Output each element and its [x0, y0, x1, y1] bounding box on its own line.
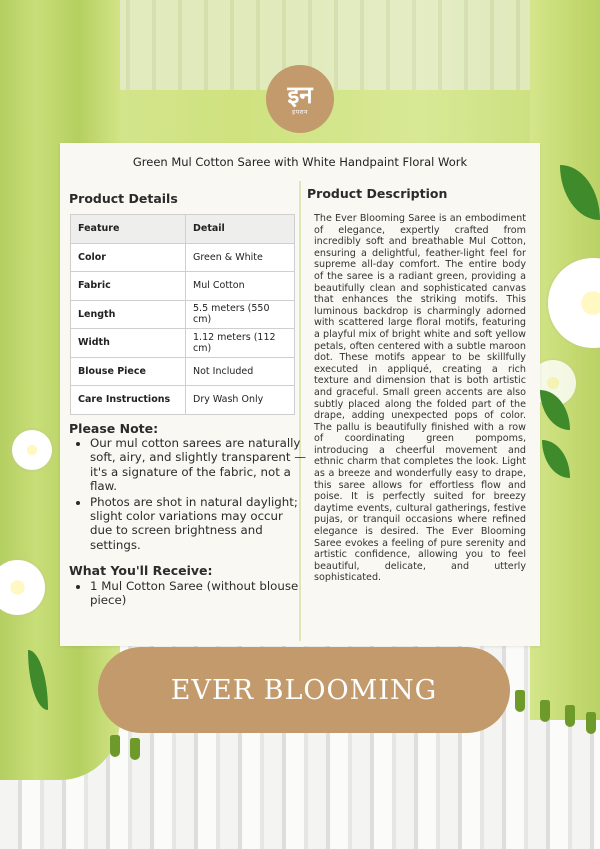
feature-cell: Blouse Piece: [71, 357, 186, 386]
logo-text: इपरान: [292, 108, 308, 116]
table-row: [71, 243, 295, 272]
list-item: • Our mul cotton sarees are naturally soft, airy, and slightly transparent — it's a signature of the fabric, not a flaw.: [90, 436, 308, 494]
feature-cell: Length: [71, 300, 186, 329]
brand-logo: [266, 65, 334, 133]
saree-drape-right: [530, 0, 600, 720]
list-item: • Photos are shot in natural daylight; slight color variations may occur due to screen brightness and settings.: [90, 495, 308, 553]
receive-list: [70, 579, 308, 608]
collection-banner: [98, 647, 510, 733]
table-row: [71, 300, 295, 329]
column-divider: [299, 181, 301, 641]
product-card: [60, 143, 540, 646]
table-row: [71, 357, 295, 386]
description-text: The Ever Blooming Saree is an embodiment of elegance, expertly crafted from incredibly soft and breathable Mul Cotton, ensuring a delightful, feather-light feel for supreme all-day comfort. The entire body of the saree is a radiant green, providing a beautifully clean and sophisticated canvas that enhances the striking motifs. This luminous backdrop is charmingly adorned with scattered large floral motifs, featuring a playful mix of bright white and soft yellow petals, often centered with a subtle maroon dot. These motifs appear to be skillfully executed in appliqué, creating a rich texture and dimension that is both artistic and graceful. Small green accents are also subtly placed along the folded part of the drape, adding unexpected pops of color. The pallu is beautifully finished with a row of coordinating green pompoms, introducing a cheerful movement and ethnic charm that completes the look. Light as a breeze and wonderfully easy to drape, this saree allows for effortless flow and poise. It is perfectly suited for breezy daytime events, cultural gatherings, festive pujas, or tranquil occasions where refined elegance is desired. The Ever Blooming Saree evokes a feeling of pure serenity and artistic confidence, allowing you to feel beautiful, delicate, and utterly sophisticated.: [314, 213, 526, 584]
table-row: [71, 386, 295, 415]
pompom-tassel: [540, 700, 550, 722]
column-header: Detail: [186, 215, 295, 244]
detail-cell: Dry Wash Only: [186, 386, 295, 415]
feature-cell: Width: [71, 329, 186, 358]
pompom-tassel: [586, 712, 596, 734]
detail-cell: 1.12 meters (112 cm): [186, 329, 295, 358]
note-heading: Please Note:: [69, 421, 159, 436]
product-details-table: [70, 214, 295, 415]
product-title: Green Mul Cotton Saree with White Handpaint Floral Work: [132, 155, 468, 169]
detail-cell: 5.5 meters (550 cm): [186, 300, 295, 329]
feature-cell: Fabric: [71, 272, 186, 301]
note-list: [70, 436, 308, 553]
pompom-tassel: [565, 705, 575, 727]
details-heading: Product Details: [69, 191, 178, 206]
collection-name: EVER BLOOMING: [170, 674, 438, 706]
list-item: • 1 Mul Cotton Saree (without blouse piece): [90, 579, 308, 608]
pompom-tassel: [130, 738, 140, 760]
table-header-row: [71, 215, 295, 244]
table-row: [71, 329, 295, 358]
flower-motif: [12, 430, 52, 470]
feature-cell: Care Instructions: [71, 386, 186, 415]
pompom-tassel: [110, 735, 120, 757]
feature-cell: Color: [71, 243, 186, 272]
detail-cell: Mul Cotton: [186, 272, 295, 301]
table-row: [71, 272, 295, 301]
pompom-tassel: [515, 690, 525, 712]
column-header: Feature: [71, 215, 186, 244]
description-heading: Product Description: [307, 186, 448, 201]
detail-cell: Green & White: [186, 243, 295, 272]
detail-cell: Not Included: [186, 357, 295, 386]
receive-heading: What You'll Receive:: [69, 563, 213, 578]
logo-mark: इन: [287, 79, 313, 109]
